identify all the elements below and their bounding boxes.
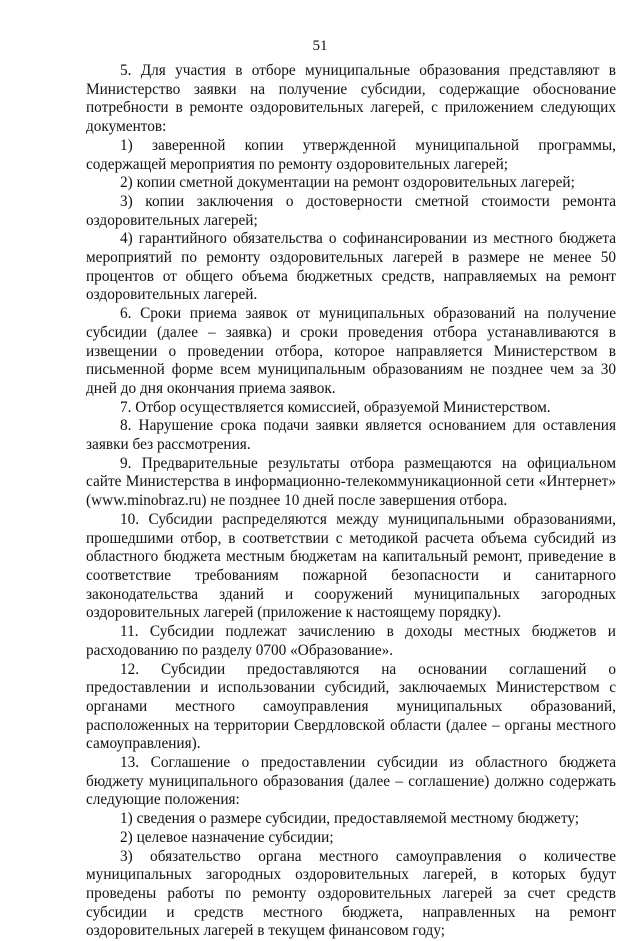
paragraph-13-item-3: 3) обязательство органа местного самоуправления о количестве муниципальных загородных оздоровительных лагерей, в которых будут проведены работы по ремонту оздоровительных лагерей за счет средств субсидии и средств местного бюджета, направленных на ремонт оздоровительных лагерей в текущем финансовом году; [86, 847, 616, 940]
paragraph-8: 8. Нарушение срока подачи заявки является основанием для оставления заявки без рассмотрения. [86, 417, 616, 454]
paragraph-5: 5. Для участия в отборе муниципальные образования представляют в Министерство заявки на получение субсидии, содержащие обоснование потребности в ремонте оздоровительных лагерей, с приложением следующих документов: [86, 62, 616, 136]
paragraph-12: 12. Субсидии предоставляются на основании соглашений о предоставлении и использовании субсидий, заключаемых Министерством с органами местного самоуправления муниципальных образований, расположенных на территории Свердловской области (далее – органы местного самоуправления). [86, 660, 616, 753]
paragraph-11: 11. Субсидии подлежат зачислению в доходы местных бюджетов и расходованию по разделу 0700 «Образование». [86, 623, 616, 659]
paragraph-5-item-3: 3) копии заключения о достоверности сметной стоимости ремонта оздоровительных лагерей; [86, 192, 616, 229]
paragraph-13-item-2: 2) целевое назначение субсидии; [120, 828, 334, 846]
paragraph-5-item-4: 4) гарантийного обязательства о софинансировании из местного бюджета мероприятий по ремонту оздоровительных лагерей в размере не менее 50 процентов от общего объема бюджетных средств, направляемых на ремонт оздоровительных лагерей. [86, 230, 616, 304]
paragraph-7: 7. Отбор осуществляется комиссией, образуемой Министерством. [120, 398, 551, 416]
paragraph-5-item-2: 2) копии сметной документации на ремонт оздоровительных лагерей; [120, 174, 575, 192]
page-number: 51 [312, 38, 328, 54]
paragraph-13-item-1: 1) сведения о размере субсидии, предоставляемой местному бюджету; [120, 810, 580, 828]
paragraph-9: 9. Предварительные результаты отбора размещаются на официальном сайте Министерства в информационно-телекоммуникационной сети «Интернет» (www.minobraz.ru) не позднее 10 дней после завершения отбора. [86, 454, 616, 510]
document-body [86, 62, 616, 941]
paragraph-6: 6. Сроки приема заявок от муниципальных образований на получение субсидии (далее – заявка) и сроки проведения отбора устанавливаются в извещении о проведении отбора, которое направляется Министерством в письменной форме всем муниципальным образованиям не позднее чем за 30 дней до дня окончания приема заявок. [86, 305, 616, 397]
paragraph-5-item-1: 1) заверенной копии утвержденной муниципальной программы, содержащей мероприятия по ремонту оздоровительных лагерей; [86, 136, 616, 173]
paragraph-10: 10. Субсидии распределяются между муниципальными образованиями, прошедшими отбор, в соответствии с методикой расчета объема субсидий из областного бюджета местным бюджетам на капитальный ремонт, приведение в соответствие требованиям пожарной безопасности и санитарного законодательства зданий и сооружений муниципальных загородных оздоровительных лагерей (приложение к настоящему порядку). [86, 510, 616, 622]
paragraph-13: 13. Соглашение о предоставлении субсидии из областного бюджета бюджету муниципального образования (далее – соглашение) должно содержать следующие положения: [86, 754, 616, 809]
